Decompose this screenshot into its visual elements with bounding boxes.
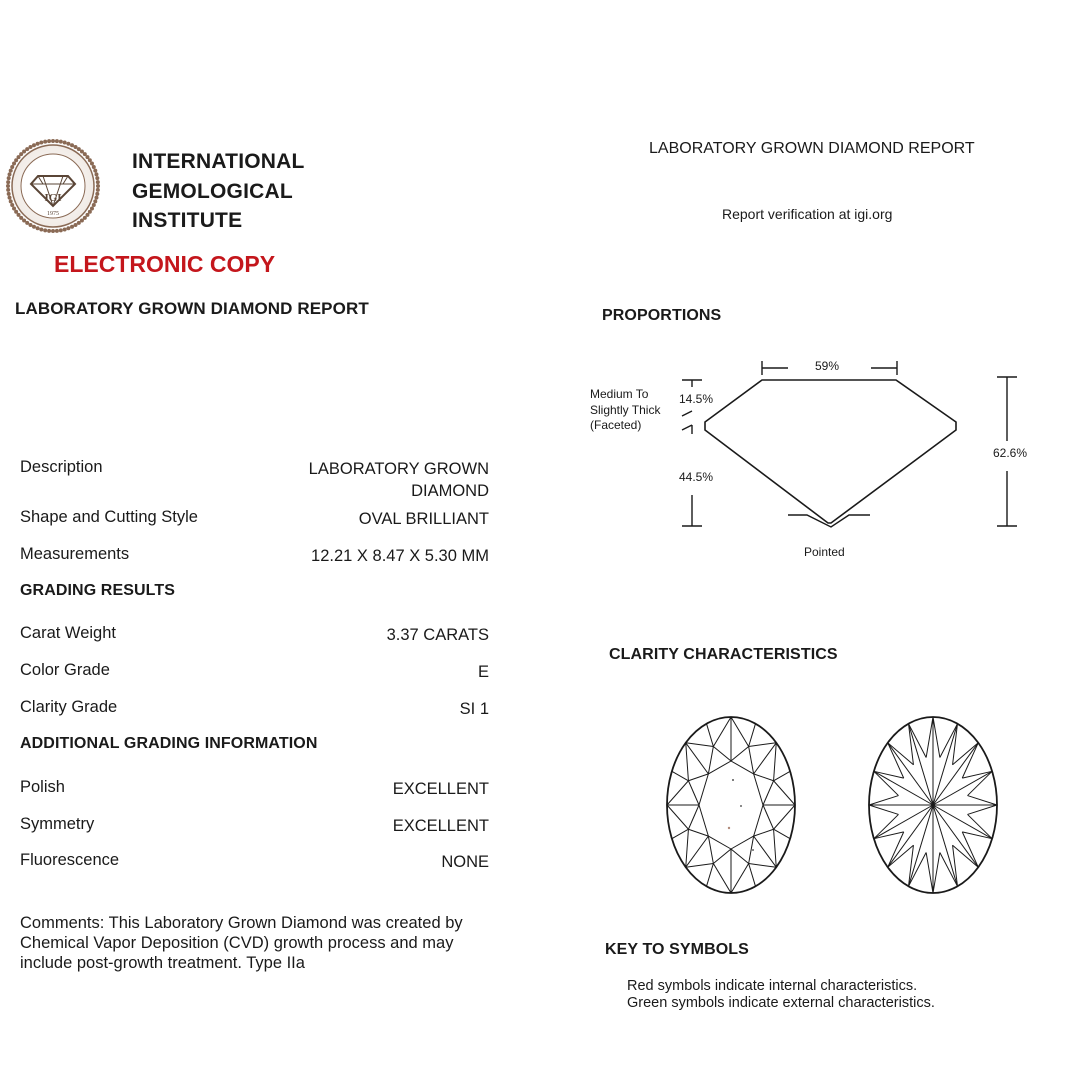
facet-line (968, 805, 997, 814)
seal-dot (6, 184, 10, 188)
seal-dot (6, 188, 10, 192)
seal-year: 1975 (47, 211, 59, 217)
seal-dot (96, 184, 100, 188)
seal-dot (39, 141, 43, 145)
seal-dot (96, 180, 100, 184)
diamond-profile (705, 380, 956, 523)
seal-dot (93, 199, 97, 203)
facet-line (763, 805, 774, 829)
seal-dot (47, 139, 51, 143)
description-value-text: LABORATORY GROWN DIAMOND (308, 460, 489, 500)
seal-dot (29, 223, 33, 227)
facet-line (667, 805, 688, 829)
clarity-plot-crown (661, 710, 801, 900)
facet-line (874, 832, 904, 839)
seal-dot (70, 225, 74, 229)
seal-dot (59, 140, 63, 144)
facet-line (713, 864, 731, 893)
key-heading: KEY TO SYMBOLS (605, 941, 749, 958)
facet-line (731, 864, 749, 893)
facet-line (754, 836, 777, 867)
seal-dot (36, 226, 40, 230)
facet-line (699, 774, 708, 805)
seal-dot (12, 207, 16, 211)
seal-dot (9, 199, 13, 203)
facet-line (888, 845, 914, 867)
facet-line (688, 829, 708, 836)
facet-line (686, 743, 689, 781)
seal-dot (51, 229, 55, 233)
key-lines (627, 978, 935, 1012)
facet-line (749, 864, 756, 887)
facet-line (688, 805, 699, 829)
color-grade-label: Color Grade (20, 661, 110, 679)
shape-value: OVAL BRILLIANT (358, 510, 489, 528)
culet-label: Pointed (804, 545, 845, 559)
facet-line (968, 796, 997, 805)
facet-line (933, 805, 978, 867)
facet-line (962, 743, 978, 778)
facet-line (926, 852, 933, 893)
additional-grading-heading: ADDITIONAL GRADING INFORMATION (20, 735, 318, 752)
seal-dot (9, 169, 13, 173)
color-grade-value: E (477, 663, 489, 681)
facet-line (754, 774, 763, 805)
facet-line (749, 743, 777, 747)
seal-dot (47, 229, 51, 233)
measurements-label: Measurements (20, 545, 130, 563)
seal-dot (93, 169, 97, 173)
measurements-value: 12.21 X 8.47 X 5.30 MM (311, 547, 489, 565)
facet-line (888, 832, 904, 867)
seal-dot (55, 139, 59, 143)
electronic-copy-label: ELECTRONIC COPY (54, 251, 276, 277)
facet-line (708, 746, 713, 773)
seal-dot (12, 162, 16, 166)
facet-line (774, 805, 795, 829)
facet-line (962, 832, 992, 839)
fluorescence-value: NONE (441, 853, 489, 871)
girdle-label (590, 387, 660, 434)
facet-line (686, 743, 714, 747)
table-percent: 59% (815, 359, 840, 373)
comments-text: Comments: This Laboratory Grown Diamond was created by Chemical Vapor Deposition (CVD) growth process and may include post-growth treatment. Type IIa (20, 914, 463, 972)
facet-line (749, 864, 777, 868)
facet-line (953, 845, 979, 867)
depth-percent: 62.6% (993, 446, 1028, 460)
clarity-grade-value: SI 1 (459, 700, 489, 718)
seal-dot (95, 176, 99, 180)
facet-line (686, 836, 709, 867)
key-line-green: Green symbols indicate external characteristics. (627, 995, 935, 1011)
girdle-line-1: Medium To (590, 387, 649, 401)
crown-percent: 14.5% (679, 392, 714, 406)
facet-line (909, 845, 914, 886)
key-line-red: Red symbols indicate internal characteristics. (627, 978, 918, 994)
seal-dot (95, 192, 99, 196)
facet-line (953, 743, 979, 765)
seal-dot (74, 223, 78, 227)
seal-dot (90, 207, 94, 211)
facet-line (888, 805, 933, 867)
facet-line (953, 724, 958, 765)
facet-line (749, 724, 756, 747)
facet-line (667, 781, 688, 805)
seal-dot (77, 221, 81, 225)
proportions-heading: PROPORTIONS (602, 307, 722, 324)
seal-dot (96, 188, 100, 192)
facet-line (774, 829, 777, 867)
carat-weight-value: 3.37 CARATS (386, 626, 489, 644)
seal-dot (66, 226, 70, 230)
seal-dot (32, 143, 36, 147)
seal-dot (94, 172, 98, 176)
facet-line (731, 746, 749, 761)
clarity-heading: CLARITY CHARACTERISTICS (609, 646, 838, 663)
clarity-grade-label: Clarity Grade (20, 698, 118, 716)
seal-dot (7, 176, 11, 180)
facet-line (731, 836, 754, 849)
facet-line (672, 771, 689, 780)
facet-line (962, 771, 992, 778)
facet-line (754, 743, 777, 774)
facet-line (763, 781, 774, 805)
seal-dot (25, 147, 29, 151)
org-name-line-3: INSTITUTE (132, 209, 243, 232)
facet-line (708, 836, 713, 863)
girdle-line-2: Slightly Thick (590, 402, 661, 417)
seal-dot (55, 229, 59, 233)
fluorescence-label: Fluorescence (20, 851, 120, 869)
verification-text: Report verification at igi.org (722, 206, 893, 222)
facet-line (869, 796, 898, 805)
seal-dot (51, 139, 55, 143)
symmetry-value: EXCELLENT (392, 817, 489, 835)
seal-dot (36, 142, 40, 146)
facet-line (672, 829, 689, 838)
facet-line (686, 829, 689, 867)
facet-line (774, 771, 791, 780)
org-name (132, 147, 305, 236)
seal-dot (94, 196, 98, 200)
polish-label: Polish (20, 778, 65, 796)
facet-line (888, 743, 933, 805)
facet-line (686, 743, 709, 774)
description-label: Description (20, 458, 103, 476)
facet-line (708, 836, 731, 849)
report-title-right: LABORATORY GROWN DIAMOND REPORT (649, 140, 975, 157)
facet-line (707, 724, 714, 747)
facet-line (909, 724, 914, 765)
facet-line (888, 743, 914, 765)
facet-line (688, 774, 708, 781)
facet-line (688, 781, 699, 805)
seal-dot (8, 196, 12, 200)
seal-dot (90, 162, 94, 166)
seal-dot (7, 192, 11, 196)
girdle-line-3: (Faceted) (590, 418, 642, 432)
facet-line (707, 864, 714, 887)
facet-line (869, 805, 898, 814)
facet-line (731, 717, 749, 746)
seal-dot (32, 225, 36, 229)
facet-line (933, 743, 978, 805)
facet-line (888, 743, 904, 778)
grading-results-heading: GRADING RESULTS (20, 582, 175, 599)
igi-seal-logo (5, 138, 101, 234)
org-name-line-2: GEMOLOGICAL (132, 179, 293, 203)
facet-line (774, 781, 795, 805)
seal-dot (6, 180, 10, 184)
seal-dot (63, 227, 67, 231)
seal-dot (59, 228, 63, 232)
facet-line (962, 832, 978, 867)
facet-line (754, 829, 774, 836)
facet-line (686, 864, 714, 868)
facet-line (749, 746, 754, 773)
seal-dot (39, 227, 43, 231)
seal-dot (70, 143, 74, 147)
seal-dot (8, 172, 12, 176)
report-title-left: LABORATORY GROWN DIAMOND REPORT (15, 299, 369, 318)
seal-dot (92, 203, 96, 207)
facet-line (953, 845, 958, 886)
seal-dot (10, 165, 14, 169)
seal-dot (43, 228, 47, 232)
seal-dot (10, 203, 14, 207)
seal-dot (88, 158, 92, 162)
org-name-line-1: INTERNATIONAL (132, 150, 305, 173)
facet-line (708, 761, 731, 774)
shape-label: Shape and Cutting Style (20, 508, 198, 526)
clarity-plot-pavilion (863, 710, 1003, 900)
seal-dot (29, 145, 33, 149)
facet-line (754, 774, 774, 781)
seal-dot (74, 145, 78, 149)
polish-value: EXCELLENT (392, 780, 489, 798)
facet-line (754, 805, 763, 836)
facet-line (699, 805, 708, 836)
seal-dot (43, 140, 47, 144)
facet-line (933, 852, 940, 893)
facet-line (713, 849, 731, 864)
facet-line (731, 761, 754, 774)
seal-dot (63, 141, 67, 145)
symmetry-label: Symmetry (20, 815, 95, 833)
carat-weight-label: Carat Weight (20, 624, 116, 642)
seal-dot (92, 165, 96, 169)
seal-initials: IGI (44, 192, 62, 204)
facet-line (933, 717, 940, 758)
description-value (229, 458, 489, 502)
seal-dot (14, 210, 18, 214)
facet-line (774, 743, 777, 781)
facet-line (731, 849, 749, 864)
facet-line (926, 717, 933, 758)
seal-dot (66, 142, 70, 146)
facet-line (713, 746, 731, 761)
pavilion-percent: 44.5% (679, 470, 714, 484)
facet-line (874, 771, 904, 778)
facet-line (774, 829, 791, 838)
facet-line (713, 717, 731, 746)
